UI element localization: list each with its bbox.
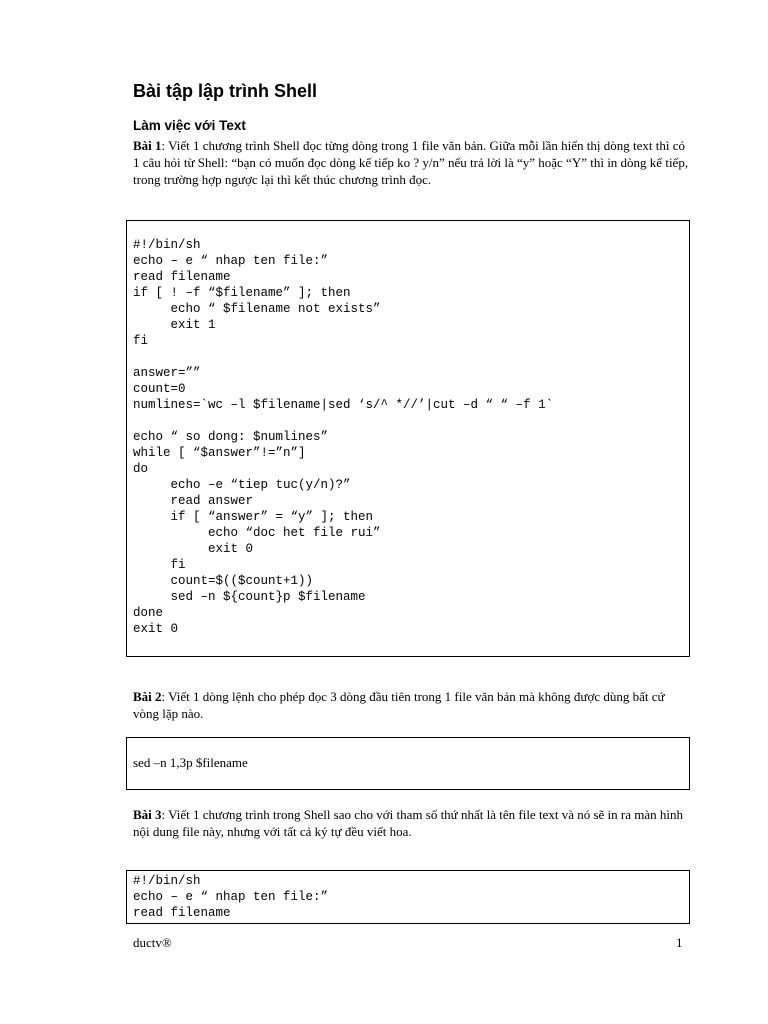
footer-page-number: 1 <box>676 935 683 950</box>
exercise-1-text: : Viết 1 chương trình Shell đọc từng dòng trong 1 file văn bản. Giữa mỗi lần hiển thị dòng text thì có 1 câu hỏi từ Shell: “bạn có muốn đọc dòng kế tiếp ko ? y/n” nếu trả lời là “y” hoặc “Y” thì in dòng kế tiếp, trong trường hợp ngược lại thì kết thúc chương trình đọc. <box>133 138 689 187</box>
exercise-3-code-box <box>126 870 690 924</box>
exercise-3-text: : Viết 1 chương trình trong Shell sao cho với tham số thứ nhất là tên file text và nó sẽ in ra màn hình nội dung file này, nhưng với tất cả ký tự đều viết hoa. <box>133 807 683 839</box>
exercise-2-text: : Viết 1 dòng lệnh cho phép đọc 3 dòng đầu tiên trong 1 file văn bản mà không được dùng bất cứ vòng lặp nào. <box>133 689 665 721</box>
exercise-2-description <box>133 688 693 722</box>
exercise-3-label: Bài 3 <box>133 807 162 822</box>
exercise-1-label: Bài 1 <box>133 138 162 153</box>
page-title: Bài tập lập trình Shell <box>133 81 318 101</box>
exercise-2-code-box <box>126 737 690 790</box>
section-heading: Làm việc với Text <box>133 118 246 133</box>
exercise-3-description <box>133 806 693 840</box>
exercise-3-code: #!/bin/sh echo – e “ nhap ten file:” read filename <box>133 874 329 920</box>
exercise-1-code: #!/bin/sh echo – e “ nhap ten file:” read filename if [ ! –f “$filename” ]; then echo “ $filename not exists” exit 1 fi answer=”” count=0 numlines=`wc –l $filename|sed ‘s/^ *//’|cut –d “ “ –f 1` echo “ so dong: $numlines” while [ “$answer”!=”n”] do echo –e “tiep tuc(y/n)?” read answer if [ “answer” = “y” ]; then echo “doc het file rui” exit 0 fi count=$(($count+1)) sed –n ${count}p $filename done exit 0 <box>133 238 554 636</box>
exercise-1-code-box <box>126 220 690 657</box>
exercise-1-description <box>133 137 693 188</box>
footer-author: ductv® <box>133 935 172 950</box>
exercise-2-code: sed –n 1,3p $filename <box>133 755 248 770</box>
exercise-2-label: Bài 2 <box>133 689 162 704</box>
